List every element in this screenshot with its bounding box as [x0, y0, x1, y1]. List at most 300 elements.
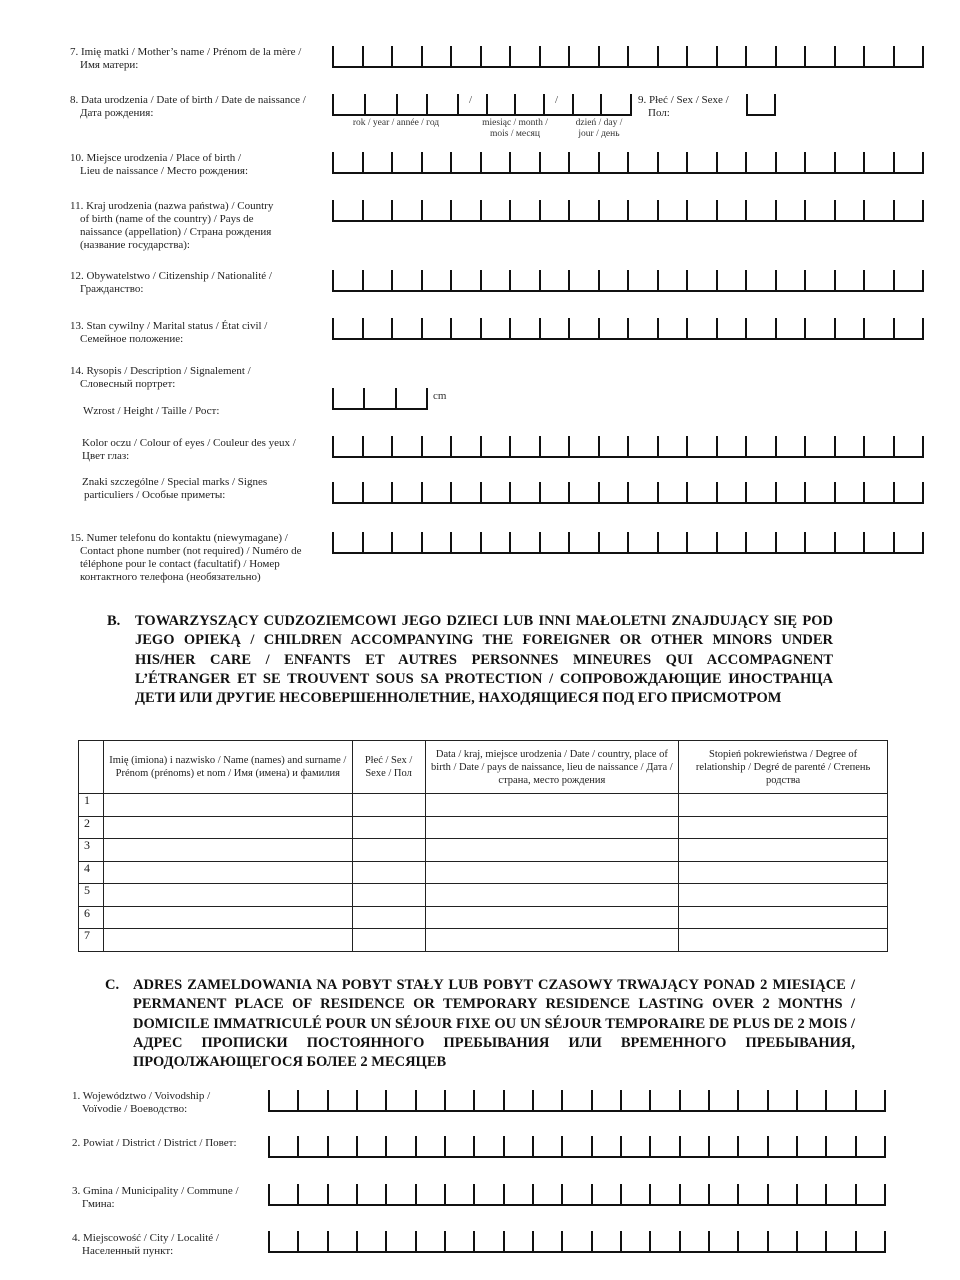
character-box[interactable] — [568, 200, 598, 220]
character-box[interactable] — [444, 1184, 473, 1204]
character-box[interactable] — [745, 436, 775, 456]
character-box[interactable] — [855, 1090, 886, 1110]
character-box[interactable] — [737, 1136, 766, 1156]
character-box[interactable] — [627, 46, 657, 66]
character-box[interactable] — [737, 1231, 766, 1251]
character-box[interactable] — [863, 200, 893, 220]
character-box[interactable] — [679, 1184, 708, 1204]
character-box[interactable] — [893, 436, 925, 456]
character-box[interactable] — [480, 436, 510, 456]
character-box[interactable] — [332, 318, 362, 338]
character-box[interactable] — [834, 270, 864, 290]
character-box[interactable] — [421, 436, 451, 456]
character-box[interactable] — [893, 318, 925, 338]
character-box[interactable] — [825, 1090, 854, 1110]
character-box[interactable] — [679, 1136, 708, 1156]
sex-cell[interactable] — [352, 929, 425, 952]
character-box[interactable] — [509, 482, 539, 502]
character-box[interactable] — [863, 270, 893, 290]
character-box[interactable] — [568, 318, 598, 338]
character-box[interactable] — [737, 1184, 766, 1204]
character-box[interactable] — [421, 270, 451, 290]
character-box[interactable] — [627, 318, 657, 338]
character-box[interactable] — [627, 436, 657, 456]
character-box[interactable] — [509, 152, 539, 172]
character-box[interactable] — [863, 532, 893, 552]
month-box[interactable] — [514, 94, 543, 114]
special-marks-comb-field[interactable] — [332, 482, 924, 504]
character-box[interactable] — [391, 436, 421, 456]
phone-comb-field[interactable] — [332, 532, 924, 554]
character-box[interactable] — [834, 318, 864, 338]
character-box[interactable] — [532, 1090, 561, 1110]
birth-cell[interactable] — [425, 929, 679, 952]
character-box[interactable] — [568, 46, 598, 66]
character-box[interactable] — [362, 200, 392, 220]
birth-cell[interactable] — [425, 906, 679, 929]
character-box[interactable] — [825, 1184, 854, 1204]
character-box[interactable] — [708, 1136, 737, 1156]
character-box[interactable] — [716, 532, 746, 552]
sex-comb-field[interactable] — [746, 94, 776, 116]
character-box[interactable] — [362, 532, 392, 552]
character-box[interactable] — [362, 152, 392, 172]
character-box[interactable] — [297, 1231, 326, 1251]
character-box[interactable] — [444, 1231, 473, 1251]
district-comb-field[interactable] — [268, 1136, 886, 1158]
character-box[interactable] — [356, 1184, 385, 1204]
character-box[interactable] — [391, 318, 421, 338]
character-box[interactable] — [561, 1136, 590, 1156]
sex-cell[interactable] — [352, 839, 425, 862]
character-box[interactable] — [332, 152, 362, 172]
character-box[interactable] — [620, 1136, 649, 1156]
character-box[interactable] — [657, 270, 687, 290]
character-box[interactable] — [568, 270, 598, 290]
character-box[interactable] — [532, 1136, 561, 1156]
character-box[interactable] — [775, 532, 805, 552]
day-box[interactable] — [600, 94, 632, 114]
character-box[interactable] — [391, 46, 421, 66]
character-box[interactable] — [657, 318, 687, 338]
character-box[interactable] — [620, 1231, 649, 1251]
character-box[interactable] — [627, 482, 657, 502]
character-box[interactable] — [893, 152, 925, 172]
character-box[interactable] — [863, 482, 893, 502]
name-cell[interactable] — [103, 861, 352, 884]
character-box[interactable] — [421, 482, 451, 502]
character-box[interactable] — [480, 318, 510, 338]
character-box[interactable] — [893, 482, 925, 502]
character-box[interactable] — [627, 152, 657, 172]
character-box[interactable] — [503, 1136, 532, 1156]
character-box[interactable] — [561, 1090, 590, 1110]
character-box[interactable] — [421, 46, 451, 66]
sex-cell[interactable] — [352, 861, 425, 884]
character-box[interactable] — [509, 46, 539, 66]
date-of-birth-comb-field[interactable] — [332, 94, 632, 116]
character-box[interactable] — [332, 200, 362, 220]
character-box[interactable] — [450, 200, 480, 220]
character-box[interactable] — [686, 270, 716, 290]
relationship-cell[interactable] — [679, 906, 888, 929]
character-box[interactable] — [863, 318, 893, 338]
character-box[interactable] — [539, 152, 569, 172]
character-box[interactable] — [745, 318, 775, 338]
character-box[interactable] — [356, 1231, 385, 1251]
character-box[interactable] — [767, 1184, 796, 1204]
character-box[interactable] — [450, 270, 480, 290]
citizenship-comb-field[interactable] — [332, 270, 924, 292]
character-box[interactable] — [539, 46, 569, 66]
relationship-cell[interactable] — [679, 929, 888, 952]
character-box[interactable] — [627, 270, 657, 290]
character-box[interactable] — [627, 532, 657, 552]
character-box[interactable] — [598, 318, 628, 338]
character-box[interactable] — [450, 436, 480, 456]
character-box[interactable] — [421, 318, 451, 338]
name-cell[interactable] — [103, 794, 352, 817]
character-box[interactable] — [775, 152, 805, 172]
character-box[interactable] — [863, 152, 893, 172]
character-box[interactable] — [716, 152, 746, 172]
character-box[interactable] — [561, 1184, 590, 1204]
character-box[interactable] — [775, 436, 805, 456]
character-box[interactable] — [649, 1136, 678, 1156]
character-box[interactable] — [503, 1090, 532, 1110]
character-box[interactable] — [332, 388, 363, 408]
character-box[interactable] — [834, 200, 864, 220]
character-box[interactable] — [893, 270, 925, 290]
year-box[interactable] — [396, 94, 426, 114]
character-box[interactable] — [775, 46, 805, 66]
character-box[interactable] — [834, 532, 864, 552]
character-box[interactable] — [332, 482, 362, 502]
character-box[interactable] — [679, 1090, 708, 1110]
day-box[interactable] — [572, 94, 600, 114]
character-box[interactable] — [473, 1184, 502, 1204]
character-box[interactable] — [509, 532, 539, 552]
character-box[interactable] — [855, 1136, 886, 1156]
character-box[interactable] — [657, 152, 687, 172]
character-box[interactable] — [385, 1136, 414, 1156]
character-box[interactable] — [539, 200, 569, 220]
character-box[interactable] — [509, 270, 539, 290]
character-box[interactable] — [686, 436, 716, 456]
character-box[interactable] — [539, 532, 569, 552]
character-box[interactable] — [327, 1136, 356, 1156]
character-box[interactable] — [332, 46, 362, 66]
character-box[interactable] — [620, 1184, 649, 1204]
character-box[interactable] — [598, 532, 628, 552]
character-box[interactable] — [745, 532, 775, 552]
character-box[interactable] — [421, 200, 451, 220]
character-box[interactable] — [473, 1136, 502, 1156]
character-box[interactable] — [450, 532, 480, 552]
character-box[interactable] — [679, 1231, 708, 1251]
year-box[interactable] — [426, 94, 457, 114]
character-box[interactable] — [746, 94, 776, 114]
relationship-cell[interactable] — [679, 861, 888, 884]
year-box[interactable] — [332, 94, 364, 114]
month-sublabel-line: mois / месяц — [489, 129, 540, 139]
sex-cell[interactable] — [352, 816, 425, 839]
character-box[interactable] — [480, 152, 510, 172]
character-box[interactable] — [415, 1231, 444, 1251]
character-box[interactable] — [855, 1184, 886, 1204]
character-box[interactable] — [362, 270, 392, 290]
character-box[interactable] — [796, 1136, 825, 1156]
character-box[interactable] — [591, 1090, 620, 1110]
character-box[interactable] — [598, 200, 628, 220]
character-box[interactable] — [893, 46, 925, 66]
relationship-cell[interactable] — [679, 884, 888, 907]
character-box[interactable] — [539, 436, 569, 456]
relationship-cell[interactable] — [679, 816, 888, 839]
character-box[interactable] — [686, 482, 716, 502]
character-box[interactable] — [473, 1090, 502, 1110]
character-box[interactable] — [503, 1184, 532, 1204]
character-box[interactable] — [893, 200, 925, 220]
character-box[interactable] — [480, 270, 510, 290]
character-box[interactable] — [804, 152, 834, 172]
character-box[interactable] — [775, 318, 805, 338]
name-cell[interactable] — [103, 929, 352, 952]
character-box[interactable] — [657, 46, 687, 66]
character-box[interactable] — [708, 1184, 737, 1204]
character-box[interactable] — [395, 388, 428, 408]
voivodship-comb-field[interactable] — [268, 1090, 886, 1112]
character-box[interactable] — [686, 200, 716, 220]
character-box[interactable] — [825, 1136, 854, 1156]
character-box[interactable] — [539, 318, 569, 338]
character-box[interactable] — [657, 482, 687, 502]
country-of-birth-comb-field[interactable] — [332, 200, 924, 222]
character-box[interactable] — [509, 436, 539, 456]
character-box[interactable] — [796, 1231, 825, 1251]
character-box[interactable] — [745, 482, 775, 502]
character-box[interactable] — [385, 1231, 414, 1251]
character-box[interactable] — [480, 482, 510, 502]
month-box[interactable] — [486, 94, 514, 114]
character-box[interactable] — [391, 532, 421, 552]
character-box[interactable] — [598, 46, 628, 66]
character-box[interactable] — [657, 200, 687, 220]
character-box[interactable] — [391, 152, 421, 172]
character-box[interactable] — [385, 1090, 414, 1110]
character-box[interactable] — [591, 1136, 620, 1156]
character-box[interactable] — [834, 152, 864, 172]
character-box[interactable] — [796, 1090, 825, 1110]
character-box[interactable] — [450, 46, 480, 66]
character-box[interactable] — [327, 1090, 356, 1110]
birth-cell[interactable] — [425, 816, 679, 839]
relationship-cell[interactable] — [679, 794, 888, 817]
character-box[interactable] — [745, 270, 775, 290]
character-box[interactable] — [568, 152, 598, 172]
character-box[interactable] — [385, 1184, 414, 1204]
municipality-comb-field[interactable] — [268, 1184, 886, 1206]
character-box[interactable] — [362, 436, 392, 456]
character-box[interactable] — [327, 1184, 356, 1204]
character-box[interactable] — [863, 46, 893, 66]
character-box[interactable] — [268, 1136, 297, 1156]
character-box[interactable] — [391, 270, 421, 290]
character-box[interactable] — [649, 1231, 678, 1251]
character-box[interactable] — [627, 200, 657, 220]
character-box[interactable] — [503, 1231, 532, 1251]
character-box[interactable] — [804, 436, 834, 456]
character-box[interactable] — [473, 1231, 502, 1251]
character-box[interactable] — [804, 46, 834, 66]
character-box[interactable] — [716, 270, 746, 290]
place-of-birth-comb-field[interactable] — [332, 152, 924, 174]
character-box[interactable] — [804, 200, 834, 220]
character-box[interactable] — [568, 482, 598, 502]
character-box[interactable] — [480, 532, 510, 552]
character-box[interactable] — [297, 1136, 326, 1156]
character-box[interactable] — [327, 1231, 356, 1251]
character-box[interactable] — [708, 1090, 737, 1110]
character-box[interactable] — [686, 152, 716, 172]
character-box[interactable] — [716, 436, 746, 456]
character-box[interactable] — [568, 436, 598, 456]
character-box[interactable] — [532, 1184, 561, 1204]
character-box[interactable] — [716, 200, 746, 220]
character-box[interactable] — [598, 270, 628, 290]
character-box[interactable] — [657, 436, 687, 456]
character-box[interactable] — [421, 532, 451, 552]
character-box[interactable] — [775, 482, 805, 502]
mother-name-comb-field[interactable] — [332, 46, 924, 68]
character-box[interactable] — [598, 152, 628, 172]
sex-cell[interactable] — [352, 906, 425, 929]
character-box[interactable] — [568, 532, 598, 552]
character-box[interactable] — [356, 1136, 385, 1156]
character-box[interactable] — [268, 1231, 297, 1251]
birth-cell[interactable] — [425, 794, 679, 817]
character-box[interactable] — [686, 318, 716, 338]
character-box[interactable] — [893, 532, 925, 552]
character-box[interactable] — [804, 318, 834, 338]
character-box[interactable] — [362, 482, 392, 502]
character-box[interactable] — [356, 1090, 385, 1110]
name-cell[interactable] — [103, 839, 352, 862]
character-box[interactable] — [716, 482, 746, 502]
character-box[interactable] — [796, 1184, 825, 1204]
character-box[interactable] — [834, 46, 864, 66]
city-comb-field[interactable] — [268, 1231, 886, 1253]
character-box[interactable] — [539, 482, 569, 502]
year-box[interactable] — [364, 94, 396, 114]
character-box[interactable] — [539, 270, 569, 290]
character-box[interactable] — [716, 318, 746, 338]
character-box[interactable] — [686, 46, 716, 66]
sex-cell[interactable] — [352, 794, 425, 817]
character-box[interactable] — [598, 482, 628, 502]
character-box[interactable] — [767, 1136, 796, 1156]
character-box[interactable] — [834, 482, 864, 502]
character-box[interactable] — [450, 152, 480, 172]
character-box[interactable] — [391, 482, 421, 502]
relationship-cell[interactable] — [679, 839, 888, 862]
height-comb-field[interactable] — [332, 388, 428, 410]
character-box[interactable] — [561, 1231, 590, 1251]
birth-cell[interactable] — [425, 884, 679, 907]
character-box[interactable] — [598, 436, 628, 456]
character-box[interactable] — [804, 270, 834, 290]
character-box[interactable] — [332, 436, 362, 456]
character-box[interactable] — [444, 1136, 473, 1156]
character-box[interactable] — [332, 532, 362, 552]
character-box[interactable] — [737, 1090, 766, 1110]
character-box[interactable] — [415, 1090, 444, 1110]
character-box[interactable] — [332, 270, 362, 290]
character-box[interactable] — [480, 200, 510, 220]
name-cell[interactable] — [103, 816, 352, 839]
character-box[interactable] — [509, 318, 539, 338]
character-box[interactable] — [450, 482, 480, 502]
character-box[interactable] — [767, 1090, 796, 1110]
character-box[interactable] — [297, 1184, 326, 1204]
character-box[interactable] — [362, 318, 392, 338]
character-box[interactable] — [745, 200, 775, 220]
character-box[interactable] — [775, 270, 805, 290]
birth-cell[interactable] — [425, 861, 679, 884]
character-box[interactable] — [708, 1231, 737, 1251]
character-box[interactable] — [657, 532, 687, 552]
character-box[interactable] — [268, 1184, 297, 1204]
character-box[interactable] — [391, 200, 421, 220]
name-cell[interactable] — [103, 884, 352, 907]
character-box[interactable] — [620, 1090, 649, 1110]
character-box[interactable] — [480, 46, 510, 66]
character-box[interactable] — [686, 532, 716, 552]
character-box[interactable] — [509, 200, 539, 220]
character-box[interactable] — [591, 1231, 620, 1251]
eye-colour-comb-field[interactable] — [332, 436, 924, 458]
character-box[interactable] — [863, 436, 893, 456]
character-box[interactable] — [450, 318, 480, 338]
character-box[interactable] — [804, 482, 834, 502]
character-box[interactable] — [415, 1184, 444, 1204]
character-box[interactable] — [363, 388, 394, 408]
character-box[interactable] — [362, 46, 392, 66]
character-box[interactable] — [444, 1090, 473, 1110]
character-box[interactable] — [532, 1231, 561, 1251]
character-box[interactable] — [855, 1231, 886, 1251]
character-box[interactable] — [415, 1136, 444, 1156]
sex-cell[interactable] — [352, 884, 425, 907]
character-box[interactable] — [591, 1184, 620, 1204]
name-cell[interactable] — [103, 906, 352, 929]
birth-cell[interactable] — [425, 839, 679, 862]
character-box[interactable] — [649, 1090, 678, 1110]
character-box[interactable] — [767, 1231, 796, 1251]
character-box[interactable] — [834, 436, 864, 456]
character-box[interactable] — [804, 532, 834, 552]
character-box[interactable] — [297, 1090, 326, 1110]
character-box[interactable] — [268, 1090, 297, 1110]
character-box[interactable] — [421, 152, 451, 172]
marital-status-comb-field[interactable] — [332, 318, 924, 340]
character-box[interactable] — [745, 46, 775, 66]
character-box[interactable] — [745, 152, 775, 172]
character-box[interactable] — [716, 46, 746, 66]
character-box[interactable] — [775, 200, 805, 220]
character-box[interactable] — [825, 1231, 854, 1251]
character-box[interactable] — [649, 1184, 678, 1204]
